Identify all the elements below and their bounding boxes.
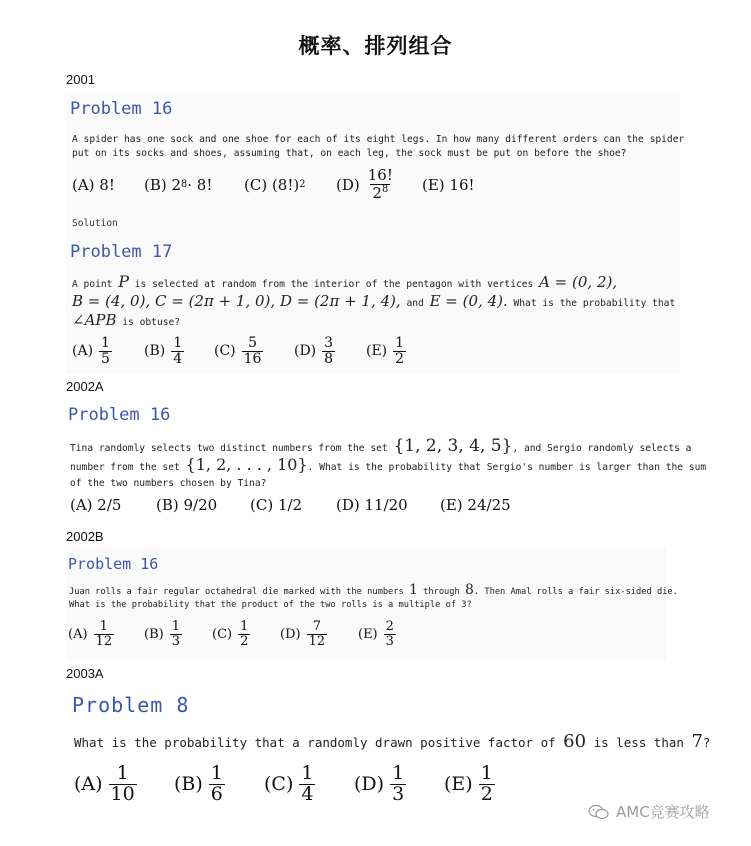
- choice-e[interactable]: (E) $\frac{1}{2}$: [444, 762, 493, 805]
- choice-a[interactable]: (A) $\frac{1}{10}$: [74, 762, 135, 805]
- choice-b[interactable]: (B) $\frac{1}{6}$: [174, 762, 223, 805]
- text-line: Juan rolls a fair regular octahedral die marked with the numbers 1 through 8. Then Amal rolls a fair six-sided die.: [69, 582, 678, 598]
- choice-d[interactable]: (D) $\frac{16!}{2^8}$: [336, 166, 393, 202]
- year-label-2002a: 2002A: [66, 379, 104, 394]
- choice-c[interactable]: (C) $\frac{1}{2}$: [212, 619, 249, 649]
- problem-text: [72, 133, 684, 161]
- year-label-2001: 2001: [66, 72, 95, 87]
- problem-text: [70, 438, 706, 492]
- choice-e[interactable]: (E) $\frac{2}{3}$: [358, 619, 394, 649]
- answer-choices: [68, 620, 396, 648]
- fraction: $\frac{16!}{2^8}$: [367, 166, 393, 202]
- choice-c[interactable]: (C) $\frac{5}{16}$: [214, 335, 262, 367]
- choice-d[interactable]: (D) $\frac{3}{8}$: [294, 335, 334, 367]
- text-line: What is the probability that the product of the two rolls is a multiple of 3?: [69, 600, 472, 610]
- page-title: 概率、排列组合: [298, 34, 453, 58]
- choice-a[interactable]: (A) 8!: [72, 175, 115, 194]
- answer-choices: [72, 336, 406, 366]
- problem-title: Problem 16: [68, 405, 171, 425]
- text-line: number from the set {1, 2, . . . , 10}. What is the probability that Sergio's number is larger than the sum: [70, 455, 707, 474]
- problem-title: Problem 16: [70, 99, 173, 119]
- problem-text: What is the probability that a randomly drawn positive factor of 60 is less than 7?: [74, 731, 711, 752]
- wechat-icon: [588, 804, 610, 820]
- text-line: put on its socks and shoes, assuming that, on each leg, the sock must be put on before the shoe?: [72, 148, 627, 159]
- choice-b[interactable]: (B) $\frac{1}{3}$: [144, 619, 180, 649]
- choice-b[interactable]: (B) 2 8 · 8!: [144, 175, 213, 194]
- choice-b[interactable]: (B) 9/20: [156, 496, 218, 514]
- choice-d[interactable]: (D) $\frac{7}{12}$: [280, 619, 326, 649]
- problem-title: Problem 8: [72, 693, 190, 717]
- text-line: of the two numbers chosen by Tina?: [70, 478, 267, 489]
- answer-choices: [72, 168, 475, 202]
- choice-c[interactable]: (C) 1/2: [250, 496, 303, 514]
- choice-e[interactable]: (E) 24/25: [440, 496, 511, 514]
- choice-d[interactable]: (D) 11/20: [336, 496, 408, 514]
- watermark-text: AMC竞赛攻略: [616, 803, 710, 821]
- answer-choices: [74, 764, 495, 805]
- answer-choices: [70, 496, 511, 514]
- choice-a[interactable]: (A) $\frac{1}{12}$: [68, 619, 113, 649]
- choice-e[interactable]: (E) $\frac{1}{2}$: [366, 335, 405, 367]
- choice-d[interactable]: (D) $\frac{1}{3}$: [354, 762, 405, 805]
- watermark: [588, 801, 710, 822]
- choice-a[interactable]: (A) 2/5: [70, 496, 122, 514]
- text-line: Tina randomly selects two distinct numbers from the set {1, 2, 3, 4, 5}, and Sergio randomly selects a: [70, 436, 692, 456]
- choice-e[interactable]: (E) 16!: [422, 175, 475, 194]
- year-label-2002b: 2002B: [66, 529, 104, 544]
- text-line: A spider has one sock and one shoe for each of its eight legs. In how many different orders can the spider: [72, 134, 685, 145]
- text-line: B = (4, 0), C = (2π + 1, 0), D = (2π + 1, 4), and E = (0, 4). What is the probability that: [72, 292, 676, 310]
- choice-c[interactable]: (C) $\frac{1}{4}$: [264, 762, 314, 805]
- problem-title: Problem 16: [68, 555, 159, 573]
- problem-text: [72, 274, 675, 331]
- choice-b[interactable]: (B) $\frac{1}{4}$: [144, 335, 183, 367]
- text-line: ∠APB is obtuse?: [72, 311, 181, 329]
- problem-text: [69, 584, 678, 612]
- solution-link[interactable]: Solution: [72, 218, 118, 229]
- choice-a[interactable]: (A) $\frac{1}{5}$: [72, 335, 110, 367]
- year-label-2003a: 2003A: [66, 666, 104, 681]
- problem-title: Problem 17: [70, 242, 173, 262]
- choice-c[interactable]: (C) (8!) 2: [244, 175, 306, 194]
- text-line: A point P is selected at random from the interior of the pentagon with vertices A = (0, 2),: [72, 272, 618, 291]
